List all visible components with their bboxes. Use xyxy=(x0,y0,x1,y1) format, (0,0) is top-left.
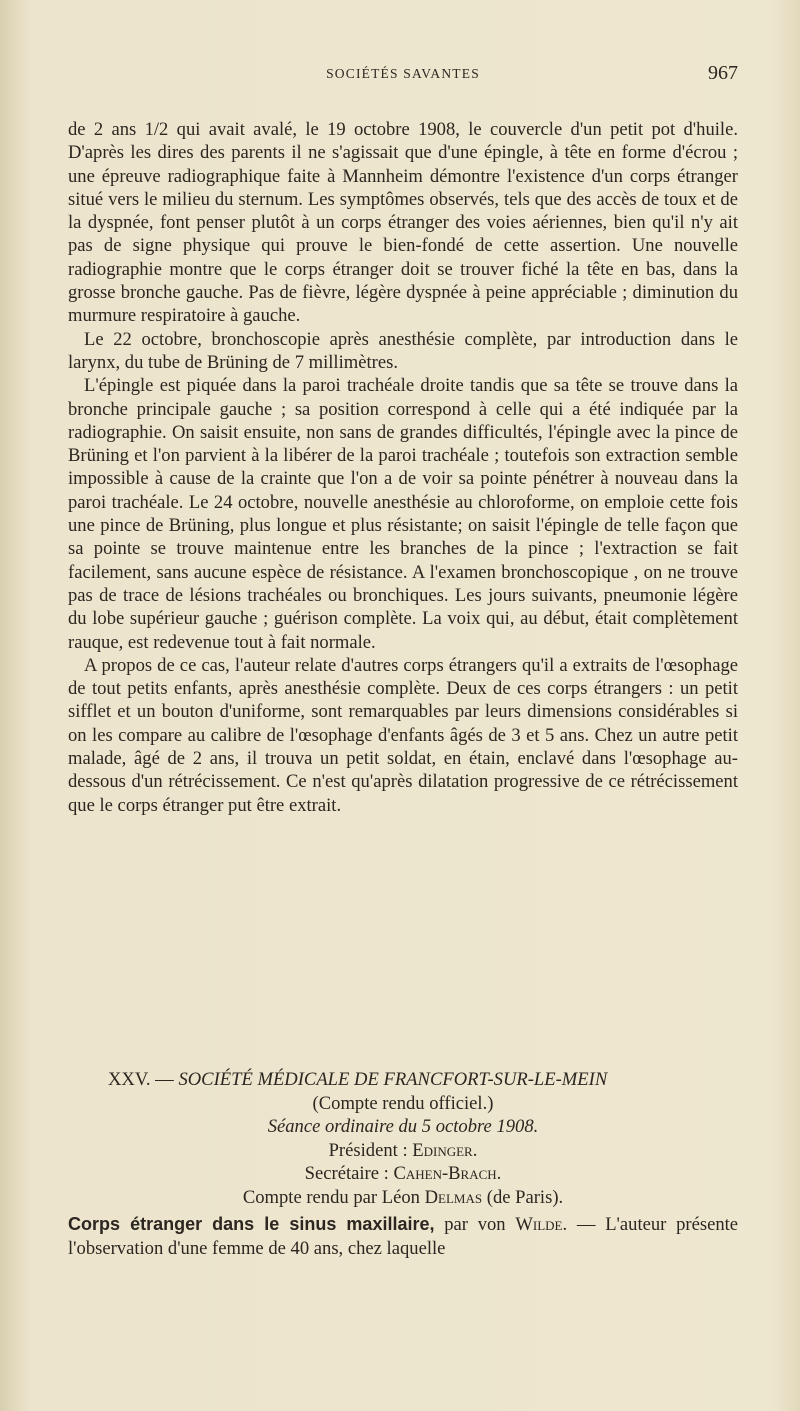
paragraph: A propos de ce cas, l'auteur relate d'autres corps étrangers qu'il a extraits de l'œsophage de tout petits enfants, après anesthésie complète. Deux de ces corps étrangers : un petit sifflet et un bouton d'uniforme, sont remarquables par leurs dimensions considérables si on les compare au calibre de l'œsophage d'enfants âgés de 3 et 5 ans. Chez un autre petit malade, âgé de 2 ans, il trouva un petit soldat, en étain, enclavé dans l'œsophage au-dessous d'un rétrécissement. Ce n'est qu'après dilatation progressive de ce rétrécissement que le corps étranger put être extrait. xyxy=(68,654,738,816)
president-label: Président : xyxy=(328,1139,408,1161)
article-text: L'auteur présente l'observation d'une femme de 40 ans, chez laquelle xyxy=(68,1214,739,1259)
report-by-prefix: Compte rendu par Léon xyxy=(242,1186,420,1208)
paragraph: L'épingle est piquée dans la paroi trachéale droite tandis que sa tête se trouve dans la bronche principale gauche ; sa position correspond à celle qui a été indiquée par la radiographie. On saisit ensuite, non sans de grandes difficultés, l'épingle avec la pince de Brüning et l'on parvient à la libérer de la paroi trachéale ; toutefois son extraction semble impossible à cause de la crainte que l'on a de voir sa pointe pénétrer à nouveau dans la paroi trachéale. Le 24 octobre, nouvelle anesthésie au chloroforme, on emploie cette fois une pince de Brüning, plus longue et plus résistante; on saisit l'épingle de telle façon que sa pointe se trouve maintenue entre les branches de la pince ; l'extraction se fait facilement, sans aucune espèce de résistance. A l'examen bronchoscopique , on ne trouve pas de trace de lésions trachéales ou bronchiques. Les jours suivants, pneumonie légère du lobe supérieur gauche ; guérison complète. La voix qui, au début, était complètement rauque, est redevenue tout à fait normale. xyxy=(68,375,738,653)
society-title xyxy=(108,1068,738,1092)
secretary-label: Secrétaire : xyxy=(304,1163,389,1184)
secretary-name: Cahen-Brach. xyxy=(393,1163,502,1184)
running-head: SOCIÉTÉS SAVANTES xyxy=(326,66,480,81)
author-prefix: par von xyxy=(444,1214,506,1235)
dash: — xyxy=(576,1214,596,1235)
paragraph: de 2 ans 1/2 qui avait avalé, le 19 octobre 1908, le couvercle d'un petit pot d'huile. D'après les dires des parents il ne s'agissait que d'une épingle, à tête en forme d'écrou ; une épreuve radiographique faite à Mannheim démontre l'existence d'un corps étranger situé vers le milieu du sternum. Les symptômes observés, tels que des accès de toux et de la dyspnée, font penser plutôt à un corps étranger des voies aériennes, bien qu'il n'y ait pas de signe physique qui prouve le bien-fondé de cette assertion. Une nouvelle radiographie montre que le corps étranger doit se trouver fiché la tête en bas, dans la grosse bronche gauche. Pas de fièvre, légère dyspnée à peine appréciable ; diminution du murmure respiratoire à gauche. xyxy=(68,119,738,327)
article-start xyxy=(68,1212,738,1261)
section-number: XXV. — xyxy=(108,1069,174,1090)
society-heading-block xyxy=(68,1068,738,1209)
president-name: Edinger. xyxy=(412,1139,478,1161)
article-heading: Corps étranger dans le sinus maxillaire, xyxy=(68,1214,435,1234)
report-by-line xyxy=(68,1186,738,1210)
report-by-suffix: (de Paris). xyxy=(486,1186,564,1208)
page-header xyxy=(68,62,738,92)
session-date: Séance ordinaire du 5 octobre 1908. xyxy=(267,1116,539,1137)
paragraph: Le 22 octobre, bronchoscopie après anesthésie complète, par introduction dans le larynx, du tube de Brüning de 7 millimètres. xyxy=(68,328,738,373)
report-type: (Compte rendu officiel.) xyxy=(312,1092,494,1114)
author-name: Wilde. xyxy=(515,1214,568,1235)
secretary-line xyxy=(68,1162,738,1186)
president-line xyxy=(68,1139,738,1163)
society-name: SOCIÉTÉ MÉDICALE DE FRANCFORT-SUR-LE-MEIN xyxy=(178,1069,608,1090)
body-text xyxy=(68,118,738,817)
page-number: 967 xyxy=(708,62,738,84)
report-by-name: Delmas xyxy=(424,1186,483,1208)
